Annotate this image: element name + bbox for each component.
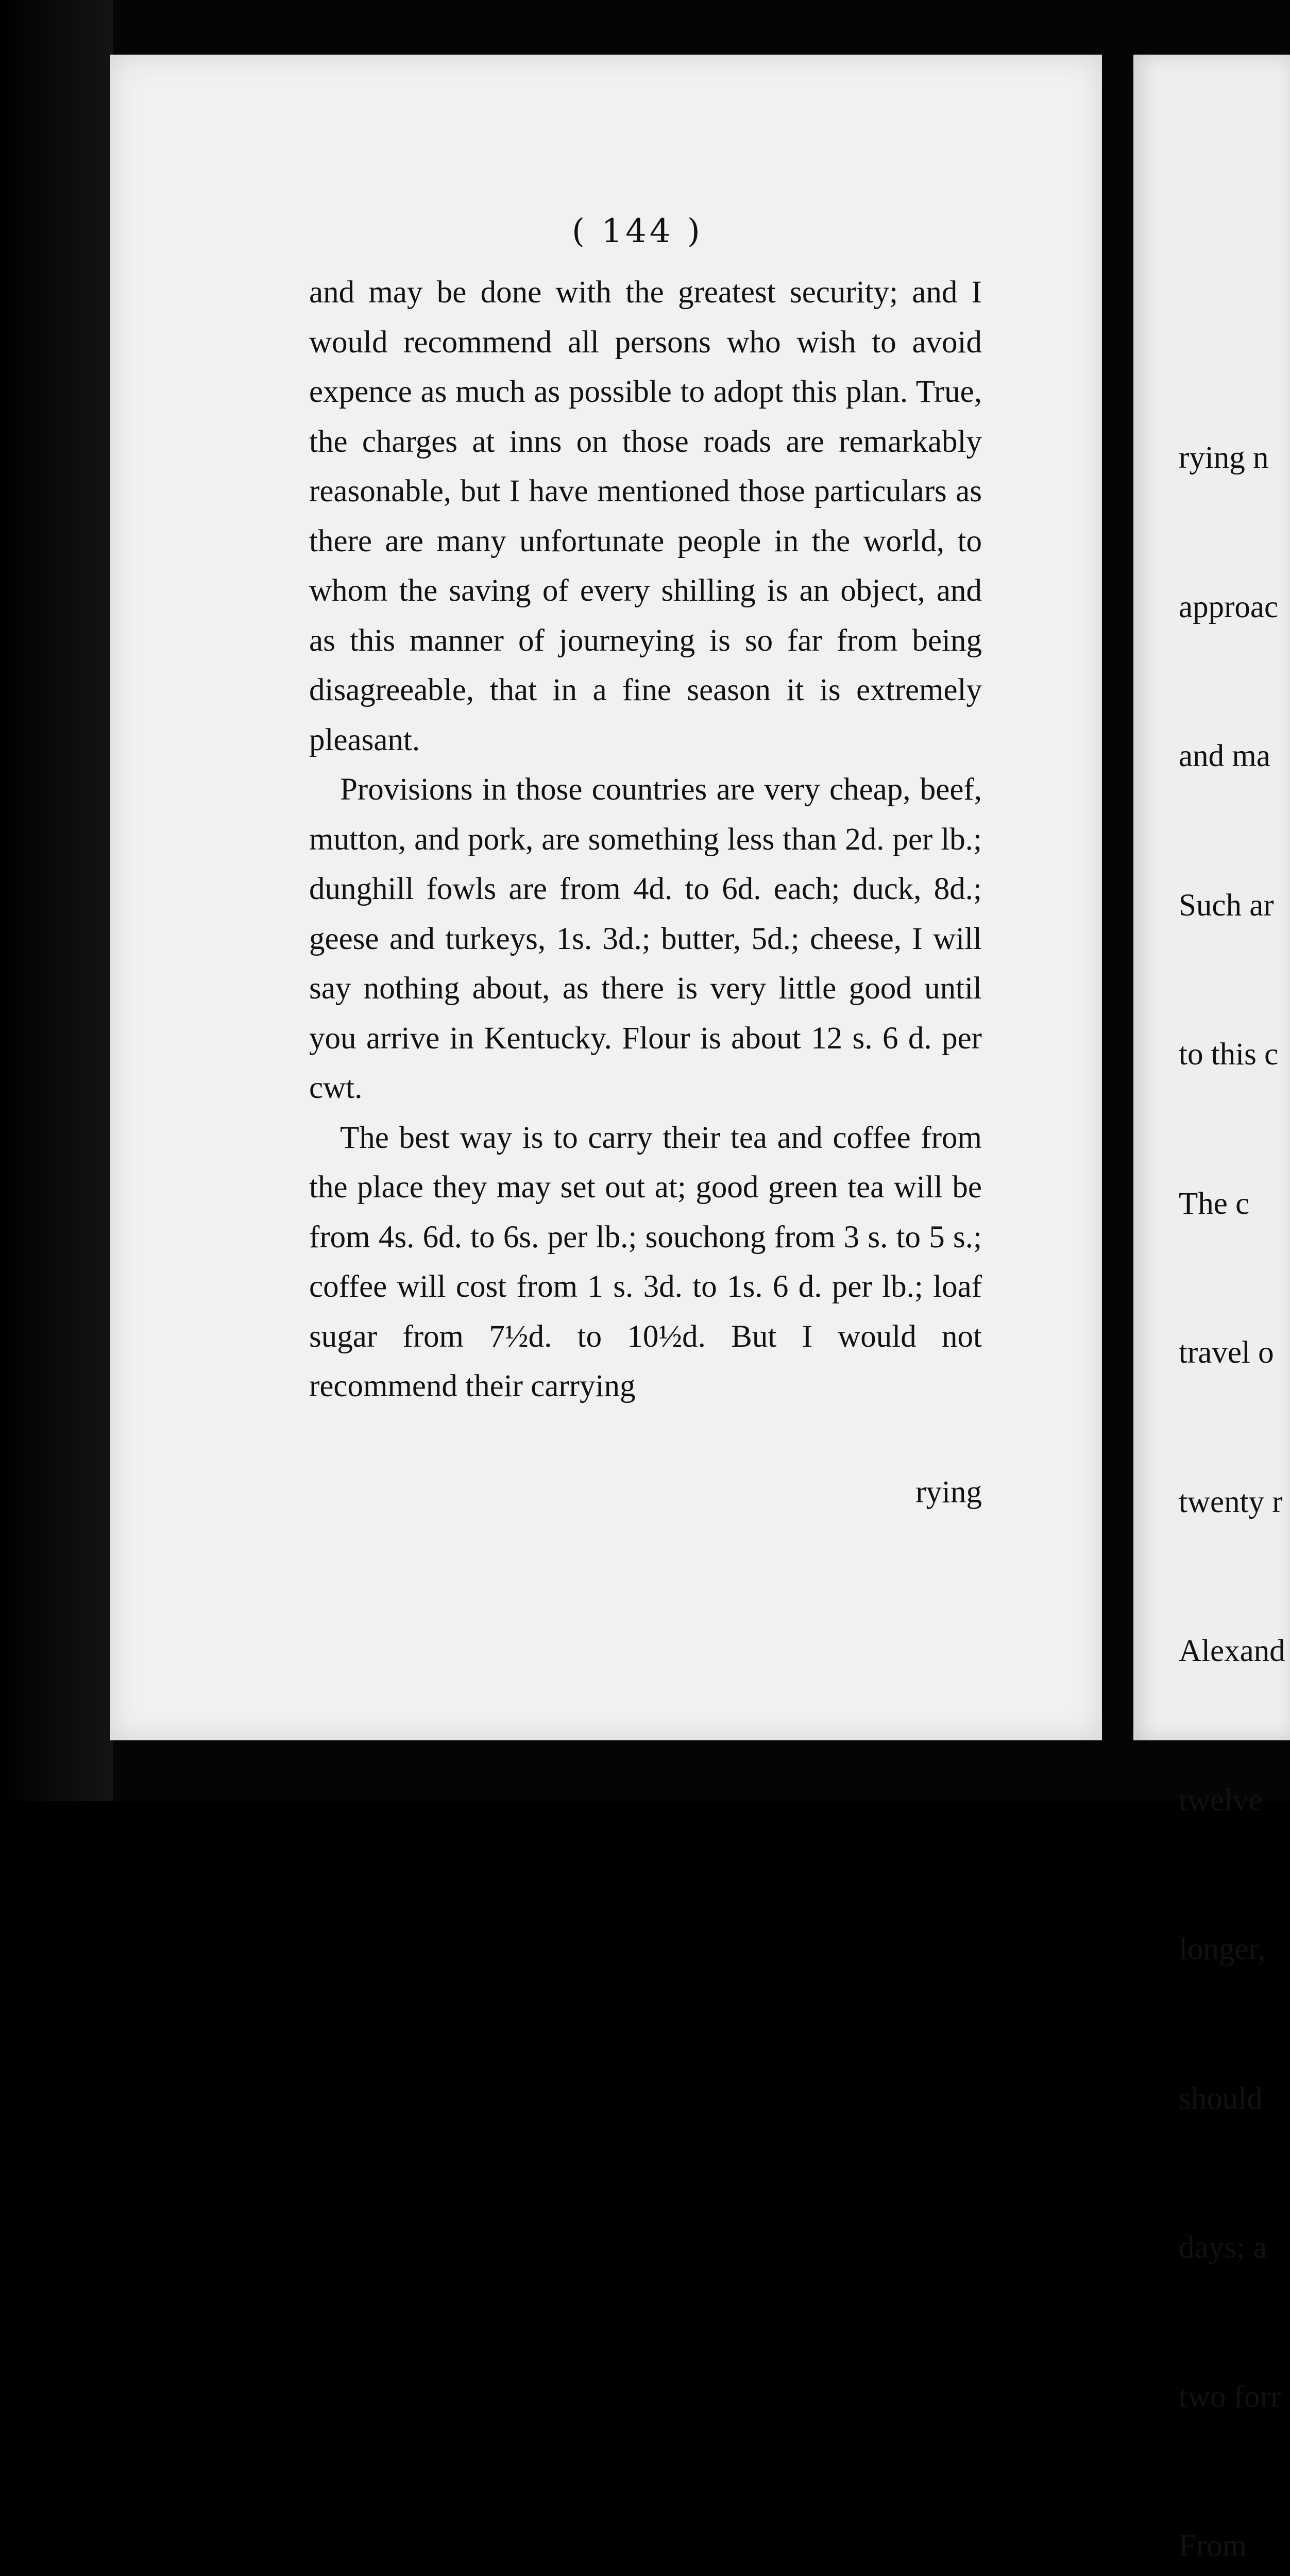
facing-line: twenty r <box>1179 1484 1283 1519</box>
facing-line: Alexand <box>1179 1634 1285 1668</box>
facing-line: The c <box>1179 1186 1250 1221</box>
facing-line: twelve <box>1179 1783 1263 1818</box>
facing-page-text <box>1179 334 1286 2576</box>
facing-line: should <box>1179 2081 1263 2116</box>
paragraph-1: and may be done with the greatest security; and I would recommend all persons who wish to avoid expence as much as possible to adopt this plan. True, the charges at inns on those roads are remarkably reasonable, but I have mentioned those particulars as there are many unfortunate people in the world, to whom the saving of every shilling is an object, and as this manner of journeying is so far from being disagreeable, that in a fine season it is extremely pleasant. <box>309 275 982 757</box>
facing-line: longer, <box>1179 1932 1266 1967</box>
facing-line: travel o <box>1179 1335 1274 1370</box>
facing-line: days; a <box>1179 2230 1267 2265</box>
catchword: rying <box>915 1475 982 1510</box>
page-body <box>309 268 982 1412</box>
facing-line: two forr <box>1179 2379 1281 2414</box>
page-number: ( 144 ) <box>572 212 703 250</box>
facing-line: to this c <box>1179 1037 1279 1072</box>
facing-line: From <box>1179 2529 1247 2563</box>
facing-line: rying n <box>1179 440 1269 475</box>
facing-line: Such ar <box>1179 888 1274 923</box>
facing-line: and ma <box>1179 739 1270 773</box>
paragraph-2: Provisions in those countries are very cheap, beef, mutton, and pork, are something less than 2d. per lb.; dunghill fowls are from 4d. to 6d. each; duck, 8d.; geese and turkeys, 1s. 3d.; butter, 5d.; cheese, I will say nothing about, as there is very little good until you arrive in Kentucky. Flour is about 12 s. 6 d. per cwt. <box>309 772 982 1105</box>
book-binding-edge <box>0 0 113 1801</box>
paragraph-3: The best way is to carry their tea and coffee from the place they may set out at; good green tea will be from 4s. 6d. to 6s. per lb.; souchong from 3 s. to 5 s.; coffee will cost from 1 s. 3d. to 1s. 6 d. per lb.; loaf sugar from 7½d. to 10½d. But I would not recommend their carrying <box>309 1120 982 1403</box>
facing-line: approac <box>1179 589 1279 624</box>
